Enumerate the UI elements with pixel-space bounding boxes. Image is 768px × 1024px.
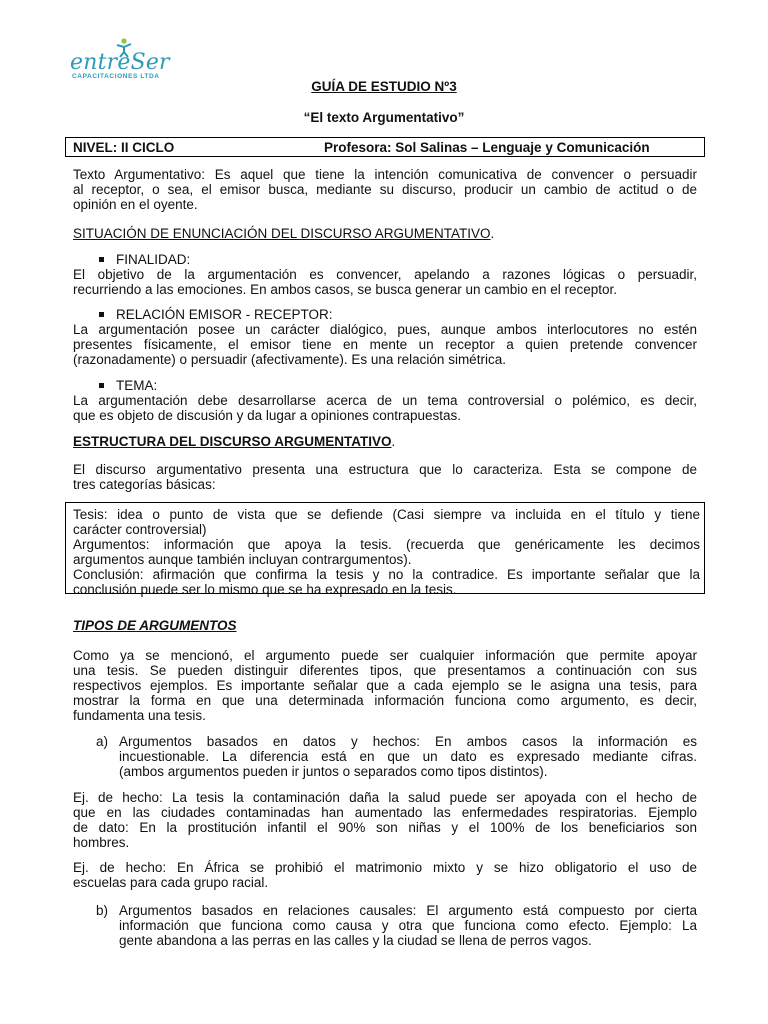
intro-paragraph (73, 167, 697, 212)
logo-tagline: CAPACITACIONES LTDA (72, 73, 160, 80)
text-line: (razonadamente) o persuadir (afectivamente). Es una relación simétrica. (73, 352, 506, 367)
list-item-text (119, 734, 697, 779)
ejemplo-paragraph-2 (73, 860, 697, 890)
estructura-box-text (73, 507, 700, 597)
logo-wordmark: entreSer (70, 50, 170, 75)
section-heading-situacion: SITUACIÓN DE ENUNCIACIÓN DEL DISCURSO ARGUMENTATIVO. (73, 226, 495, 241)
text-line: carácter controversial) (73, 522, 207, 537)
text-line: La argumentación debe desarrollarse acerca de un tema controversial o polémico, es decir, (73, 393, 697, 408)
list-marker: b) (96, 903, 109, 918)
bullet-finalidad: FINALIDAD: (99, 252, 190, 267)
section-heading-estructura: ESTRUCTURA DEL DISCURSO ARGUMENTATIVO. (73, 434, 396, 449)
text-line: de dato: En la prostitución infantil el 90% son niñas y el 100% de los beneficiarios son (73, 820, 697, 835)
text-line: fundamenta una tesis. (73, 708, 206, 723)
guide-subtitle: “El texto Argumentativo” (303, 110, 465, 125)
text-line: incuestionable. La diferencia está en que un dato es expresado mediante cifras. (119, 749, 697, 764)
profesora-label: Profesora: Sol Salinas – Lenguaje y Comunicación (324, 140, 650, 155)
text-line: El objetivo de la argumentación es convencer, apelando a razones lógicas o persuadir, (73, 267, 697, 282)
text-line: Como ya se mencionó, el argumento puede ser cualquier información que permite apoyar (73, 648, 697, 663)
text-line: Argumentos: información que apoya la tesis. (recuerda que genéricamente les decimos (73, 537, 700, 552)
nivel-profesora-box (65, 137, 705, 157)
text-line: mostrar la forma en que una determinada información funciona como argumento, es decir, (73, 693, 697, 708)
text-line: (ambos argumentos pueden ir juntos o separados como tipos distintos). (119, 764, 548, 779)
text-line: gente abandona a las perras en las calles y la ciudad se llena de perros vagos. (119, 933, 592, 948)
text-line: respectivos ejemplos. Es importante señalar que a cada ejemplo se le asigna una tesis, para (73, 678, 697, 693)
text-line: argumentos aunque también incluyan contrargumentos). (73, 552, 412, 567)
list-marker: a) (96, 734, 109, 749)
text-line: escuelas para cada grupo racial. (73, 875, 269, 890)
text-line: recurriendo a las emociones. En ambos casos, se busca generar un cambio en el receptor. (73, 282, 618, 297)
text-line: una tesis. Se pueden distinguir diferentes tipos, que presentamos a continuación con sus (73, 663, 697, 678)
text-line: presentes físicamente, el emisor tiene en mente un receptor a quien pretende convencer (73, 337, 697, 352)
bullet-square-icon (99, 312, 104, 317)
text-line: al receptor, o sea, el emisor busca, mediante su discurso, producir un cambio de actitud o de (73, 182, 697, 197)
text-line: opinión en el oyente. (73, 197, 198, 212)
ejemplo-paragraph-1 (73, 790, 697, 850)
text-line: Conclusión: afirmación que confirma la tesis y no la contradice. Es importante señalar que la (73, 567, 700, 582)
text-line: conclusión puede ser lo mismo que se ha expresado en la tesis. (73, 582, 457, 597)
guide-title: GUÍA DE ESTUDIO Nº3 (311, 79, 457, 94)
text-line: Texto Argumentativo: Es aquel que tiene la intención comunicativa de convencer o persuadir (73, 167, 697, 182)
text-line: La argumentación posee un carácter dialógico, pues, aunque ambos interlocutores no estén (73, 322, 697, 337)
bullet-relacion: RELACIÓN EMISOR - RECEPTOR: (99, 307, 333, 322)
text-line: Ej. de hecho: La tesis la contaminación daña la salud puede ser apoyada con el hecho de (73, 790, 697, 805)
text-line: tres categorías básicas: (73, 477, 216, 492)
text-line: hombres. (73, 835, 130, 850)
text-line: El discurso argumentativo presenta una estructura que lo caracteriza. Esta se compone de (73, 462, 697, 477)
text-line: información que funciona como causa y otra que funciona como efecto. Ejemplo: La (119, 918, 697, 933)
text-line: que en las ciudades contaminadas han aumentado las enfermedades respiratorias. Ejemplo (73, 805, 697, 820)
text-line: que es objeto de discusión y da lugar a opiniones contrapuestas. (73, 408, 462, 423)
estructura-box (65, 502, 705, 597)
bullet-tema: TEMA: (99, 378, 157, 393)
bullet-square-icon (99, 383, 104, 388)
text-line: Ej. de hecho: En África se prohibió el matrimonio mixto y se hizo obligatorio el uso de (73, 860, 697, 875)
text-line: Argumentos basados en datos y hechos: En ambos casos la información es (119, 734, 697, 749)
bullet-square-icon (99, 257, 104, 262)
estructura-intro (73, 462, 697, 492)
list-item-text (119, 903, 697, 948)
nivel-label: NIVEL: II CICLO (73, 140, 175, 155)
finalidad-paragraph (73, 267, 697, 297)
tema-paragraph (73, 393, 697, 423)
text-line: Tesis: idea o punto de vista que se defiende (Casi siempre va incluida en el título y tiene (73, 507, 700, 522)
section-heading-tipos: TIPOS DE ARGUMENTOS (73, 618, 237, 633)
text-line: Argumentos basados en relaciones causales: El argumento está compuesto por cierta (119, 903, 697, 918)
tipos-intro (73, 648, 697, 723)
relacion-paragraph (73, 322, 697, 367)
